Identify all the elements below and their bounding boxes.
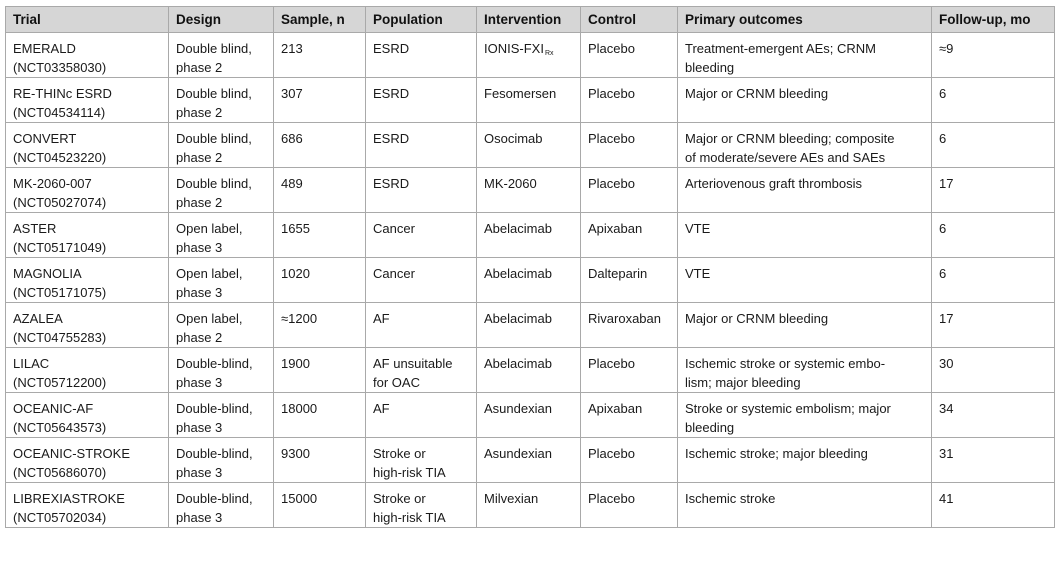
control-cell: [581, 258, 678, 303]
primary-outcomes-cell-line: bleeding: [685, 420, 735, 435]
trial-cell-line: (NCT05686070): [13, 465, 107, 480]
trial-cell-line: LIBREXIASTROKE: [13, 491, 125, 506]
sample-cell: [274, 438, 366, 483]
population-cell: [366, 438, 477, 483]
control-cell: [581, 123, 678, 168]
control-cell-text: Rivaroxaban: [588, 311, 661, 326]
follow-up-cell-text: 31: [939, 446, 954, 461]
control-cell-text: Placebo: [588, 41, 635, 56]
design-cell-line: phase 3: [176, 465, 223, 480]
sample-cell: [274, 303, 366, 348]
sample-cell-text: 18000: [281, 401, 318, 416]
column-header-intervention: Intervention: [477, 7, 581, 33]
design-cell-line: Double blind,: [176, 41, 252, 56]
population-cell: [366, 483, 477, 528]
primary-outcomes-cell-line: Major or CRNM bleeding: [685, 86, 829, 101]
control-cell: [581, 33, 678, 78]
sample-cell-text: 213: [281, 41, 303, 56]
table-row: [6, 393, 1055, 438]
design-cell-line: Open label,: [176, 266, 243, 281]
follow-up-cell-text: 6: [939, 131, 947, 146]
primary-outcomes-cell-line: Ischemic stroke; major bleeding: [685, 446, 868, 461]
trial-cell-line: OCEANIC-STROKE: [13, 446, 131, 461]
column-header-design: Design: [169, 7, 274, 33]
primary-outcomes-cell: [678, 78, 932, 123]
control-cell: [581, 168, 678, 213]
follow-up-cell-text: 30: [939, 356, 954, 371]
intervention-cell: [477, 123, 581, 168]
design-cell: [169, 78, 274, 123]
trial-cell-line: (NCT05171049): [13, 240, 107, 255]
follow-up-cell: [932, 303, 1055, 348]
control-cell: [581, 78, 678, 123]
follow-up-cell: [932, 168, 1055, 213]
control-cell: [581, 483, 678, 528]
sample-cell-text: 1020: [281, 266, 310, 281]
table-row: [6, 78, 1055, 123]
primary-outcomes-cell-line: Ischemic stroke or systemic embo-: [685, 356, 886, 371]
control-cell-text: Dalteparin: [588, 266, 648, 281]
population-cell: [366, 303, 477, 348]
trial-cell-line: (NCT04523220): [13, 150, 107, 165]
primary-outcomes-cell-line: Stroke or systemic embolism; major: [685, 401, 891, 416]
population-cell: [366, 123, 477, 168]
primary-outcomes-cell: [678, 168, 932, 213]
intervention-cell: [477, 303, 581, 348]
trial-cell: [6, 123, 169, 168]
design-cell: [169, 213, 274, 258]
sample-cell: [274, 168, 366, 213]
primary-outcomes-cell-line: VTE: [685, 266, 711, 281]
intervention-cell-text: MK-2060: [484, 176, 537, 191]
design-cell-line: phase 3: [176, 285, 223, 300]
follow-up-cell: [932, 213, 1055, 258]
sample-cell: [274, 33, 366, 78]
trial-cell: [6, 33, 169, 78]
sample-cell-text: 1900: [281, 356, 310, 371]
trial-cell-line: AZALEA: [13, 311, 63, 326]
follow-up-cell: [932, 123, 1055, 168]
design-cell: [169, 483, 274, 528]
follow-up-cell-text: 41: [939, 491, 954, 506]
design-cell: [169, 123, 274, 168]
trial-cell: [6, 438, 169, 483]
intervention-cell: [477, 348, 581, 393]
primary-outcomes-cell-line: Arteriovenous graft thrombosis: [685, 176, 863, 191]
follow-up-cell: [932, 258, 1055, 303]
sample-cell: [274, 258, 366, 303]
follow-up-cell-text: ≈9: [939, 41, 954, 56]
trial-cell: [6, 393, 169, 438]
control-cell-text: Placebo: [588, 131, 635, 146]
table-body: [6, 33, 1055, 528]
intervention-cell-text: Asundexian: [484, 446, 552, 461]
trial-cell-line: (NCT04534114): [13, 105, 106, 120]
design-cell-line: Double-blind,: [176, 446, 253, 461]
primary-outcomes-cell: [678, 393, 932, 438]
header-row: [6, 7, 1055, 33]
trial-cell-line: (NCT05712200): [13, 375, 107, 390]
table-row: [6, 483, 1055, 528]
population-cell-line: ESRD: [373, 41, 410, 56]
primary-outcomes-cell-line: VTE: [685, 221, 711, 236]
intervention-cell-text: IONIS-FXI: [484, 41, 544, 56]
trial-cell-line: CONVERT: [13, 131, 77, 146]
population-cell-line: for OAC: [373, 375, 420, 390]
design-cell: [169, 33, 274, 78]
primary-outcomes-cell: [678, 483, 932, 528]
design-cell-line: Double-blind,: [176, 356, 253, 371]
population-cell-line: ESRD: [373, 131, 410, 146]
primary-outcomes-cell: [678, 348, 932, 393]
control-cell-text: Placebo: [588, 446, 635, 461]
design-cell: [169, 438, 274, 483]
table-row: [6, 33, 1055, 78]
population-cell: [366, 168, 477, 213]
intervention-cell-text: Abelacimab: [484, 266, 552, 281]
design-cell-line: Double-blind,: [176, 491, 253, 506]
follow-up-cell-text: 6: [939, 266, 947, 281]
sample-cell: [274, 213, 366, 258]
intervention-cell-text: Abelacimab: [484, 356, 552, 371]
population-cell-line: AF: [373, 401, 390, 416]
control-cell: [581, 303, 678, 348]
sample-cell-text: 15000: [281, 491, 318, 506]
population-cell-line: high-risk TIA: [373, 465, 446, 480]
primary-outcomes-cell: [678, 303, 932, 348]
population-cell-line: Cancer: [373, 266, 415, 281]
trial-cell-line: MK-2060-007: [13, 176, 92, 191]
sample-cell-text: 489: [281, 176, 303, 191]
follow-up-cell: [932, 438, 1055, 483]
control-cell-text: Apixaban: [588, 401, 643, 416]
trial-cell: [6, 348, 169, 393]
intervention-cell-text: Abelacimab: [484, 311, 552, 326]
population-cell: [366, 213, 477, 258]
table-row: [6, 348, 1055, 393]
population-cell: [366, 348, 477, 393]
trial-cell-line: (NCT03358030): [13, 60, 107, 75]
table-row: [6, 258, 1055, 303]
sample-cell-text: 9300: [281, 446, 310, 461]
column-header-follow-up: Follow-up, mo: [932, 7, 1055, 33]
population-cell-line: Cancer: [373, 221, 415, 236]
table-row: [6, 303, 1055, 348]
follow-up-cell: [932, 393, 1055, 438]
follow-up-cell: [932, 483, 1055, 528]
control-cell: [581, 393, 678, 438]
trial-cell: [6, 483, 169, 528]
intervention-cell: [477, 33, 581, 78]
sample-cell-text: 307: [281, 86, 303, 101]
design-cell-line: phase 3: [176, 240, 223, 255]
control-cell: [581, 438, 678, 483]
intervention-cell: [477, 483, 581, 528]
table-row: [6, 213, 1055, 258]
population-cell: [366, 393, 477, 438]
trial-cell: [6, 213, 169, 258]
follow-up-cell-text: 6: [939, 86, 947, 101]
trial-cell-line: RE-THINc ESRD: [13, 86, 112, 101]
population-cell-line: AF unsuitable: [373, 356, 453, 371]
column-header-primary-outcomes: Primary outcomes: [678, 7, 932, 33]
intervention-cell: [477, 438, 581, 483]
population-cell: [366, 258, 477, 303]
primary-outcomes-cell-line: Ischemic stroke: [685, 491, 776, 506]
primary-outcomes-cell-line: Major or CRNM bleeding; composite: [685, 131, 895, 146]
trial-cell-line: MAGNOLIA: [13, 266, 82, 281]
sample-cell: [274, 348, 366, 393]
population-cell-line: Stroke or: [373, 491, 426, 506]
intervention-cell: [477, 78, 581, 123]
table-row: [6, 123, 1055, 168]
control-cell-text: Placebo: [588, 176, 635, 191]
primary-outcomes-cell-line: of moderate/severe AEs and SAEs: [685, 150, 886, 165]
design-cell-line: Double blind,: [176, 176, 252, 191]
intervention-cell: [477, 168, 581, 213]
design-cell-line: phase 2: [176, 60, 223, 75]
population-cell: [366, 78, 477, 123]
column-header-population: Population: [366, 7, 477, 33]
design-cell-line: Double-blind,: [176, 401, 253, 416]
intervention-cell: [477, 213, 581, 258]
trial-cell-line: EMERALD: [13, 41, 76, 56]
primary-outcomes-cell-line: bleeding: [685, 60, 735, 75]
trial-cell-line: (NCT05702034): [13, 510, 107, 525]
design-cell-line: phase 3: [176, 375, 223, 390]
trial-cell-line: (NCT05171075): [13, 285, 107, 300]
sample-cell: [274, 123, 366, 168]
design-cell-line: phase 2: [176, 330, 223, 345]
design-cell-line: phase 2: [176, 150, 223, 165]
intervention-cell-text: Milvexian: [484, 491, 539, 506]
intervention-cell-text: Abelacimab: [484, 221, 552, 236]
intervention-cell-text: Osocimab: [484, 131, 543, 146]
population-cell-line: ESRD: [373, 86, 410, 101]
trial-cell-line: (NCT04755283): [13, 330, 107, 345]
trial-cell-line: OCEANIC-AF: [13, 401, 94, 416]
control-cell: [581, 213, 678, 258]
table-row: [6, 168, 1055, 213]
intervention-subscript: Rx: [544, 50, 554, 57]
control-cell: [581, 348, 678, 393]
primary-outcomes-cell-line: Treatment-emergent AEs; CRNM: [685, 41, 876, 56]
control-cell-text: Placebo: [588, 86, 635, 101]
control-cell-text: Placebo: [588, 491, 635, 506]
sample-cell-text: 1655: [281, 221, 310, 236]
follow-up-cell-text: 17: [939, 176, 954, 191]
primary-outcomes-cell: [678, 213, 932, 258]
design-cell-line: Open label,: [176, 311, 243, 326]
sample-cell: [274, 483, 366, 528]
trial-cell-line: ASTER: [13, 221, 57, 236]
population-cell-line: high-risk TIA: [373, 510, 446, 525]
population-cell: [366, 33, 477, 78]
intervention-cell-text: Asundexian: [484, 401, 552, 416]
follow-up-cell: [932, 78, 1055, 123]
control-cell-text: Placebo: [588, 356, 635, 371]
trials-table: [5, 6, 1055, 528]
design-cell-line: phase 2: [176, 195, 223, 210]
population-cell-line: ESRD: [373, 176, 410, 191]
column-header-trial: Trial: [6, 7, 169, 33]
design-cell: [169, 168, 274, 213]
design-cell-line: Double blind,: [176, 131, 252, 146]
design-cell-line: phase 3: [176, 420, 223, 435]
design-cell-line: Double blind,: [176, 86, 252, 101]
trial-cell: [6, 258, 169, 303]
sample-cell: [274, 78, 366, 123]
primary-outcomes-cell: [678, 123, 932, 168]
trial-cell: [6, 303, 169, 348]
table-row: [6, 438, 1055, 483]
follow-up-cell-text: 6: [939, 221, 947, 236]
design-cell: [169, 303, 274, 348]
control-cell-text: Apixaban: [588, 221, 643, 236]
design-cell-line: phase 3: [176, 510, 223, 525]
trial-cell-line: (NCT05027074): [13, 195, 107, 210]
follow-up-cell-text: 34: [939, 401, 954, 416]
trial-cell: [6, 168, 169, 213]
column-header-sample: Sample, n: [274, 7, 366, 33]
intervention-cell-text: Fesomersen: [484, 86, 557, 101]
trial-cell-line: LILAC: [13, 356, 50, 371]
sample-cell: [274, 393, 366, 438]
design-cell: [169, 348, 274, 393]
design-cell: [169, 258, 274, 303]
design-cell: [169, 393, 274, 438]
population-cell-line: Stroke or: [373, 446, 426, 461]
follow-up-cell: [932, 348, 1055, 393]
column-header-control: Control: [581, 7, 678, 33]
sample-cell-text: ≈1200: [281, 311, 318, 326]
primary-outcomes-cell: [678, 33, 932, 78]
intervention-cell: [477, 393, 581, 438]
design-cell-line: Open label,: [176, 221, 243, 236]
trial-cell: [6, 78, 169, 123]
primary-outcomes-cell-line: Major or CRNM bleeding: [685, 311, 829, 326]
intervention-cell: [477, 258, 581, 303]
sample-cell-text: 686: [281, 131, 303, 146]
population-cell-line: AF: [373, 311, 390, 326]
primary-outcomes-cell: [678, 438, 932, 483]
primary-outcomes-cell: [678, 258, 932, 303]
trial-cell-line: (NCT05643573): [13, 420, 107, 435]
follow-up-cell: [932, 33, 1055, 78]
primary-outcomes-cell-line: lism; major bleeding: [685, 375, 801, 390]
follow-up-cell-text: 17: [939, 311, 954, 326]
design-cell-line: phase 2: [176, 105, 223, 120]
